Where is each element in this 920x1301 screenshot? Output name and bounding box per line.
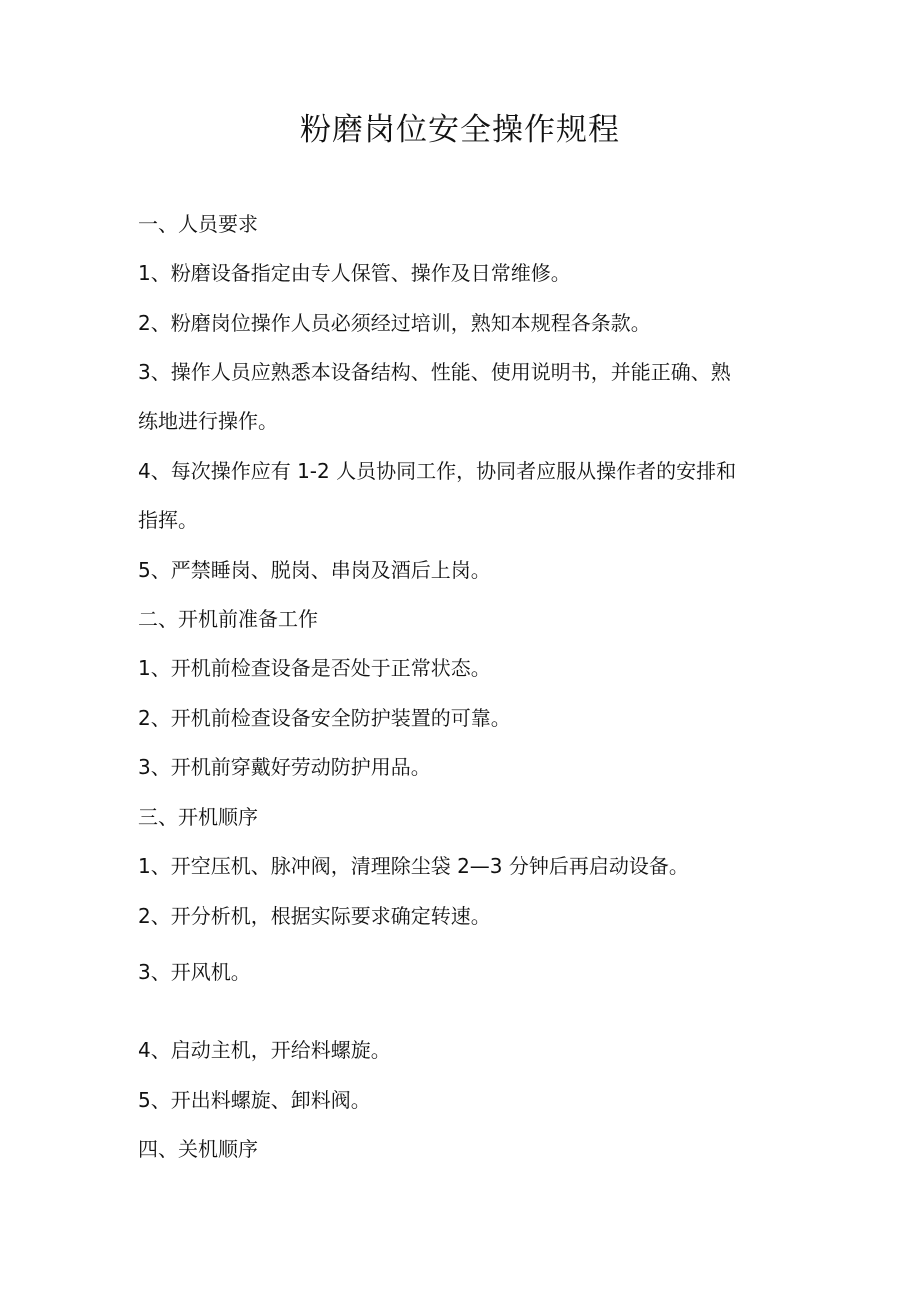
paragraph-line: 4、启动主机，开给料螺旋。 — [138, 1038, 391, 1062]
paragraph-line: 5、严禁睡岗、脱岗、串岗及酒后上岗。 — [138, 558, 491, 582]
paragraph-line: 1、开机前检查设备是否处于正常状态。 — [138, 656, 491, 680]
paragraph-line: 2、开机前检查设备安全防护装置的可靠。 — [138, 706, 511, 730]
paragraph-line: 3、操作人员应熟悉本设备结构、性能、使用说明书，并能正确、熟 — [138, 360, 731, 384]
paragraph-line: 3、开机前穿戴好劳动防护用品。 — [138, 755, 431, 779]
paragraph-line: 4、每次操作应有 1-2 人员协同工作，协同者应服从操作者的安排和 — [138, 459, 737, 483]
paragraph-line: 3、开风机。 — [138, 960, 251, 984]
section-heading-pre-start: 二、开机前准备工作 — [138, 607, 318, 631]
paragraph-line: 练地进行操作。 — [138, 409, 278, 433]
paragraph-line: 1、开空压机、脉冲阀，清理除尘袋 2—3 分钟后再启动设备。 — [138, 854, 689, 878]
paragraph-line: 指挥。 — [138, 508, 198, 532]
paragraph-line: 5、开出料螺旋、卸料阀。 — [138, 1088, 371, 1112]
section-heading-startup-order: 三、开机顺序 — [138, 805, 258, 829]
page-title: 粉磨岗位安全操作规程 — [300, 112, 620, 148]
section-heading-personnel: 一、人员要求 — [138, 212, 258, 236]
section-heading-shutdown-order: 四、关机顺序 — [138, 1137, 258, 1161]
paragraph-line: 2、开分析机，根据实际要求确定转速。 — [138, 904, 491, 928]
paragraph-line: 1、粉磨设备指定由专人保管、操作及日常维修。 — [138, 261, 571, 285]
paragraph-line: 2、粉磨岗位操作人员必须经过培训，熟知本规程各条款。 — [138, 311, 651, 335]
